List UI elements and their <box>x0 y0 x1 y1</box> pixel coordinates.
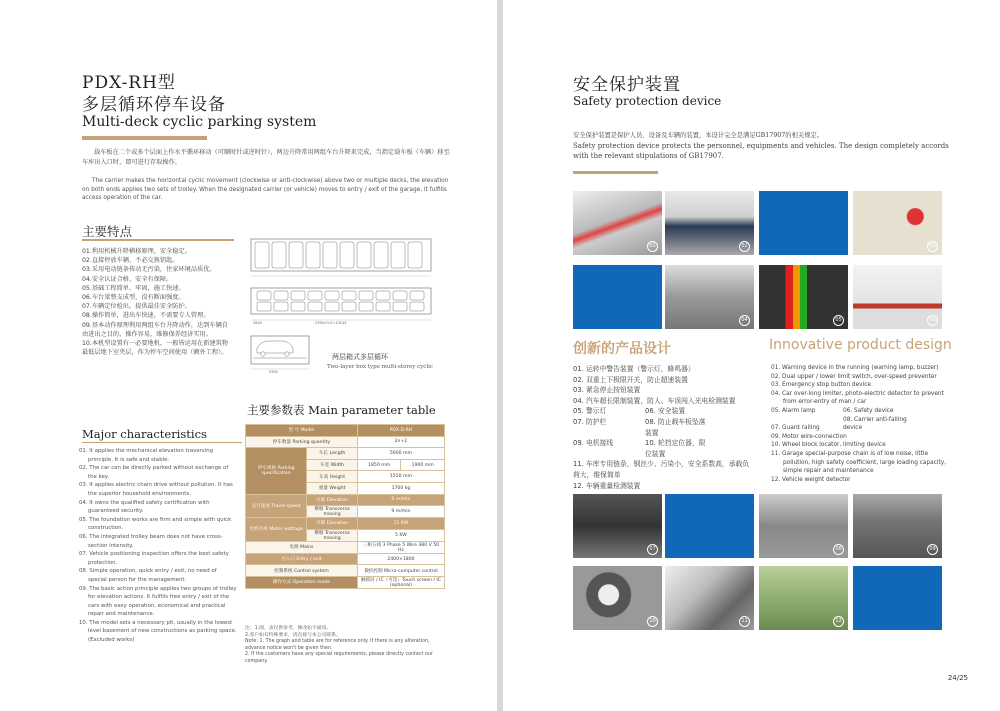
major-item: 05. The foundation works are firm and simple with quick construction. <box>79 516 232 532</box>
innovation-item: 02. 双重上下极限开关，防止超速装置 <box>573 375 688 384</box>
innovation-item: 11. Garage special-purpose chain is of low noise, little pollution, high safety coefficient, large loading capacity, simple repair and maintenance <box>771 450 947 475</box>
innovation-title-en: Innovative product design <box>769 337 952 353</box>
photo-anti-falling-device <box>759 494 848 558</box>
photo-number: 12 <box>833 616 844 627</box>
innovation-item: 05. Alarm lamp <box>771 407 816 414</box>
table-notes <box>245 626 450 666</box>
major-divider <box>82 442 242 443</box>
innovation-item: 06. Safety device <box>843 407 894 414</box>
photo-number: 08 <box>833 544 844 555</box>
major-item: 09. The basic action principle applies two groups of trolley for elevation actions. It fulfills free entry / exit of the cars with easy operation, economical and practical repair and maintenance. <box>79 585 237 618</box>
table-cell: 5000 mm <box>357 448 444 460</box>
photo-guard-railing <box>573 494 662 558</box>
feature-item: 01.利用机械升降横移原理，安全稳定。 <box>82 248 191 255</box>
table-row <box>246 541 445 553</box>
photo-alarm-lamp <box>759 265 848 329</box>
table-cell: 1850 mm <box>357 459 401 471</box>
dimension-label: 2390×5.5=13145 <box>315 321 347 325</box>
note-line: Note: 1. The graph and table are for reference only. If there is any alteration, advance notice won't be given then. <box>245 639 430 651</box>
photo-emergency-stop <box>853 191 942 255</box>
innovation-title-cn: 创新的产品设计 <box>573 341 671 357</box>
photo-motor-wiring <box>853 494 942 558</box>
innovation-item: 05. 警示灯 <box>573 407 607 416</box>
note-line: 2. If the customers have any special requirements, please directly contact our company. <box>245 652 433 664</box>
photo-photoelectric-detector <box>665 265 754 329</box>
page-number: 24/25 <box>947 674 968 682</box>
table-cell: 停车数量 Parking quantity <box>246 436 358 448</box>
table-cell: 升降 Elevation <box>307 494 358 506</box>
table-cell: 车高 Height <box>307 471 358 483</box>
innovation-item-pair <box>771 416 951 433</box>
photo-number: 03 <box>927 241 938 252</box>
table-cell: 电机功率 Motor wattage <box>246 518 307 542</box>
param-table <box>245 424 445 589</box>
table-row <box>246 436 445 448</box>
table-cell: 1550 mm <box>357 471 444 483</box>
feature-item: 08.操作简单，进出车快速，不需要专人管理。 <box>82 312 210 320</box>
innovation-item-pair <box>771 407 951 416</box>
accent-bar <box>573 171 658 174</box>
innovation-item: 08. 防止载车板坠落装置 <box>645 417 706 437</box>
table-row <box>246 565 445 577</box>
note-line: 注：1.图、表仅供参考，修改如不通知。 <box>245 626 332 631</box>
features-divider <box>82 239 234 241</box>
table-cell: 出入口 Entry / exit <box>246 553 358 565</box>
innovation-item: 04. Car over-long limiter, photo-electric detector to prevent from error-entry of man / car <box>771 390 944 406</box>
innovation-item: 07. Guard railing <box>771 425 820 432</box>
innovation-list-cn <box>573 364 753 491</box>
major-item: 07. Vehicle positioning inspection offers the best safety protection. <box>79 551 229 566</box>
photo-special-chain <box>665 566 754 630</box>
innovation-item-pair <box>573 406 753 417</box>
feature-item: 09.基本动作原理利用两组车台升降动作，达到车辆自由进出之目的，操作容易，维修保养经济实用。 <box>82 321 228 338</box>
innovation-item: 08. Carrier anti-falling device <box>843 416 907 432</box>
table-row <box>246 576 445 588</box>
table-cell: 11 KW <box>357 518 444 530</box>
feature-item: 10.本机型设置有一必要地机，一般皆运用在新建筑物最低层地下室夹层，作为停车空间使用（额外工程）。 <box>82 340 228 357</box>
table-cell: 微机控制 Micro-computer control <box>357 565 444 577</box>
note-line: 2.客户如有特殊要求，请直接与本公司联系。 <box>245 632 341 638</box>
table-cell: 5 KW <box>357 529 444 541</box>
safety-title-en: Safety protection device <box>573 94 722 108</box>
table-cell: PDX-D-RH <box>357 425 444 437</box>
innovation-item: 09. Motor wire-connection <box>771 433 847 440</box>
feature-item: 03.采用电动链条传动无污染，住家环境品质优。 <box>82 266 216 274</box>
model-title: PDX-RH型 <box>82 73 176 93</box>
photo-number: 09 <box>927 544 938 555</box>
innovation-item: 10. Wheel block locator, limiting device <box>771 442 886 449</box>
table-cell: 1700 kg <box>357 482 444 494</box>
major-item: 01. It applies the mechanical elevation traversing principle. It is safe and stable. <box>79 448 214 463</box>
innovation-list-en <box>771 364 951 484</box>
photo-number: 10 <box>647 616 658 627</box>
table-cell: 9 m/min <box>357 506 444 518</box>
table-cell: 车宽 Width <box>307 459 358 471</box>
major-item: 06. The integrated trolley beam does not have cross-section intensity. <box>79 533 223 549</box>
photo-number: 04 <box>739 315 750 326</box>
photo-number: 07 <box>647 544 658 555</box>
param-title-en: Main parameter table <box>308 403 436 417</box>
product-title-cn: 多层循环停车设备 <box>82 95 226 115</box>
major-item: 04. It owns the qualified safety certification with guaranteed security. <box>79 499 210 515</box>
major-item: 02. The car can be directly parked without exchange of the key. <box>79 465 229 480</box>
dimension-label: 2845 <box>253 321 262 325</box>
photo-number: 01 <box>647 241 658 252</box>
photo-safety-device <box>853 265 942 329</box>
table-cell: 2400×1800 <box>357 553 444 565</box>
safety-intro-cn: 安全保护装置是保护人员、设备及车辆的装置，本设计完全是满足GB17907的相关规定。 <box>573 132 824 139</box>
innovation-item: 07. 防护栏 <box>573 417 607 426</box>
photo-number: 05 <box>833 315 844 326</box>
feature-item: 04.安全认证合格，安全有保障。 <box>82 275 173 283</box>
safety-title-cn: 安全保护装置 <box>573 75 681 95</box>
product-title-en: Multi-deck cyclic parking system <box>82 114 317 130</box>
photo-number: 11 <box>739 616 750 627</box>
dimension-label: 5300 <box>269 370 278 374</box>
photo-warning-device <box>573 191 662 255</box>
table-cell: 6 m/min <box>357 494 444 506</box>
innovation-item: 04. 汽车超长限制装置，防人、车误闯入光电检测装置 <box>573 396 736 405</box>
table-row <box>246 425 445 437</box>
table-row <box>246 494 445 506</box>
intro-en: The carrier makes the horizontal cyclic movement (clockwise or anti-clockwise) above two or multiple decks, the elevation on both ends applies two sets of trolley. When the designated carrier (or vehicle) moves to entry / exit of the garage, it fulfills access operation of the car. <box>82 178 449 201</box>
feature-item: 02.直接停放车辆，不必交换钥匙。 <box>82 257 179 265</box>
innovation-item: 02. Dual upper / lower limit switch, over-speed preventer <box>771 373 937 380</box>
major-item: 08. Simple operation, quick entry / exit, no need of special person for the management. <box>79 568 217 583</box>
table-cell: 1900 mm <box>401 459 445 471</box>
table-cell: 三相五线 3 Phase 5 Wire 380 V 50 Hz <box>357 541 444 553</box>
table-cell: 触摸屏 / IC（可选）Touch screen / IC (optional) <box>357 576 444 588</box>
diagram-caption-cn: 两层箱式多层循环 <box>332 353 388 361</box>
accent-bar <box>82 136 207 140</box>
innovation-item: 12. 车辆重量检测装置 <box>573 481 641 490</box>
innovation-item: 12. Vehicle weight detector <box>771 476 851 483</box>
innovation-item: 09. 电机接线 <box>573 439 614 448</box>
major-item: 10. The model sets a necessary pit, usually in the lowest level basement of new constructions as parking space. (Excluded works) <box>79 619 237 644</box>
feature-item: 05.基础工程简单、牢固，施工快速。 <box>82 284 185 292</box>
innovation-item: 06. 安全装置 <box>645 407 686 416</box>
innovation-item-pair <box>573 438 753 459</box>
diagram-caption-en: Two-layer box type multi-storey cyclic <box>327 364 433 370</box>
photo-weight-detector <box>759 566 848 630</box>
innovation-item: 03. 紧急停止按钮装置 <box>573 386 641 395</box>
major-list <box>79 447 237 645</box>
innovation-item: 03. Emergency stop button device <box>771 382 871 389</box>
table-cell: 控制系统 Control system <box>246 565 358 577</box>
features-heading: 主要特点 <box>82 224 133 239</box>
intro-cn: 载车板在二个或多个层面上作水平循环移动（可顺时针或逆时针），两边升降常用两组车台升降来完成，当指定载车板（车辆）移至车库出入口时，即可进行存取操作。 <box>82 149 450 166</box>
table-row <box>246 518 445 530</box>
innovation-item: 01. Warning device in the running (warning lamp, buzzer) <box>771 365 939 371</box>
major-item: 03. It applies electric chain drive without pollution. It has the superior household environments. <box>79 482 233 497</box>
innovation-item: 11. 车库专用链条，钢丝少、污染小，安全系数高，承载负荷大，维保简单 <box>573 460 750 479</box>
features-list <box>82 247 234 357</box>
photo-number: 02 <box>739 241 750 252</box>
table-cell: 重量 Weight <box>307 482 358 494</box>
table-cell: 升降 Elevation <box>307 518 358 530</box>
table-cell: 2n+2 <box>357 436 444 448</box>
photo-limit-switch <box>665 191 754 255</box>
table-cell: 操作方式 Operation mode <box>246 576 358 588</box>
photo-number: 06 <box>927 315 938 326</box>
table-row <box>246 448 445 460</box>
safety-intro-en: Safety protection device protects the personnel, equipments and vehicles. The design completely accords with the relevant stipulations of GB17907. <box>573 142 949 160</box>
major-heading: Major characteristics <box>82 427 207 441</box>
table-cell: 电源 Mains <box>246 541 358 553</box>
blue-tile <box>665 494 754 558</box>
param-title-cn: 主要参数表 <box>247 403 305 417</box>
table-cell: 横移 Transverse moving <box>307 506 358 518</box>
table-cell: 停车规格 Parking specification <box>246 448 307 494</box>
table-cell: 车长 Length <box>307 448 358 460</box>
blue-tile <box>573 265 662 329</box>
param-table-heading <box>247 402 436 418</box>
blue-tile <box>759 191 848 255</box>
right-page <box>503 0 1000 711</box>
blue-tile <box>853 566 942 630</box>
left-page <box>0 0 497 711</box>
innovation-item-pair <box>573 417 753 438</box>
table-cell: 运行速度 Travel speed <box>246 494 307 518</box>
innovation-item: 10. 轮挡定位器，限位装置 <box>645 439 706 458</box>
table-cell: 型 号 Model <box>246 425 358 437</box>
innovation-item: 01. 运转中警告装置（警示灯，蜂鸣器） <box>573 365 695 373</box>
table-row <box>246 553 445 565</box>
table-cell: 横移 Transverse moving <box>307 529 358 541</box>
feature-item: 06.车台梁整支成型，没有断面强度。 <box>82 294 185 302</box>
photo-wheel-block <box>573 566 662 630</box>
feature-item: 07.车辆定位检出，提供最佳安全防护。 <box>82 303 191 311</box>
